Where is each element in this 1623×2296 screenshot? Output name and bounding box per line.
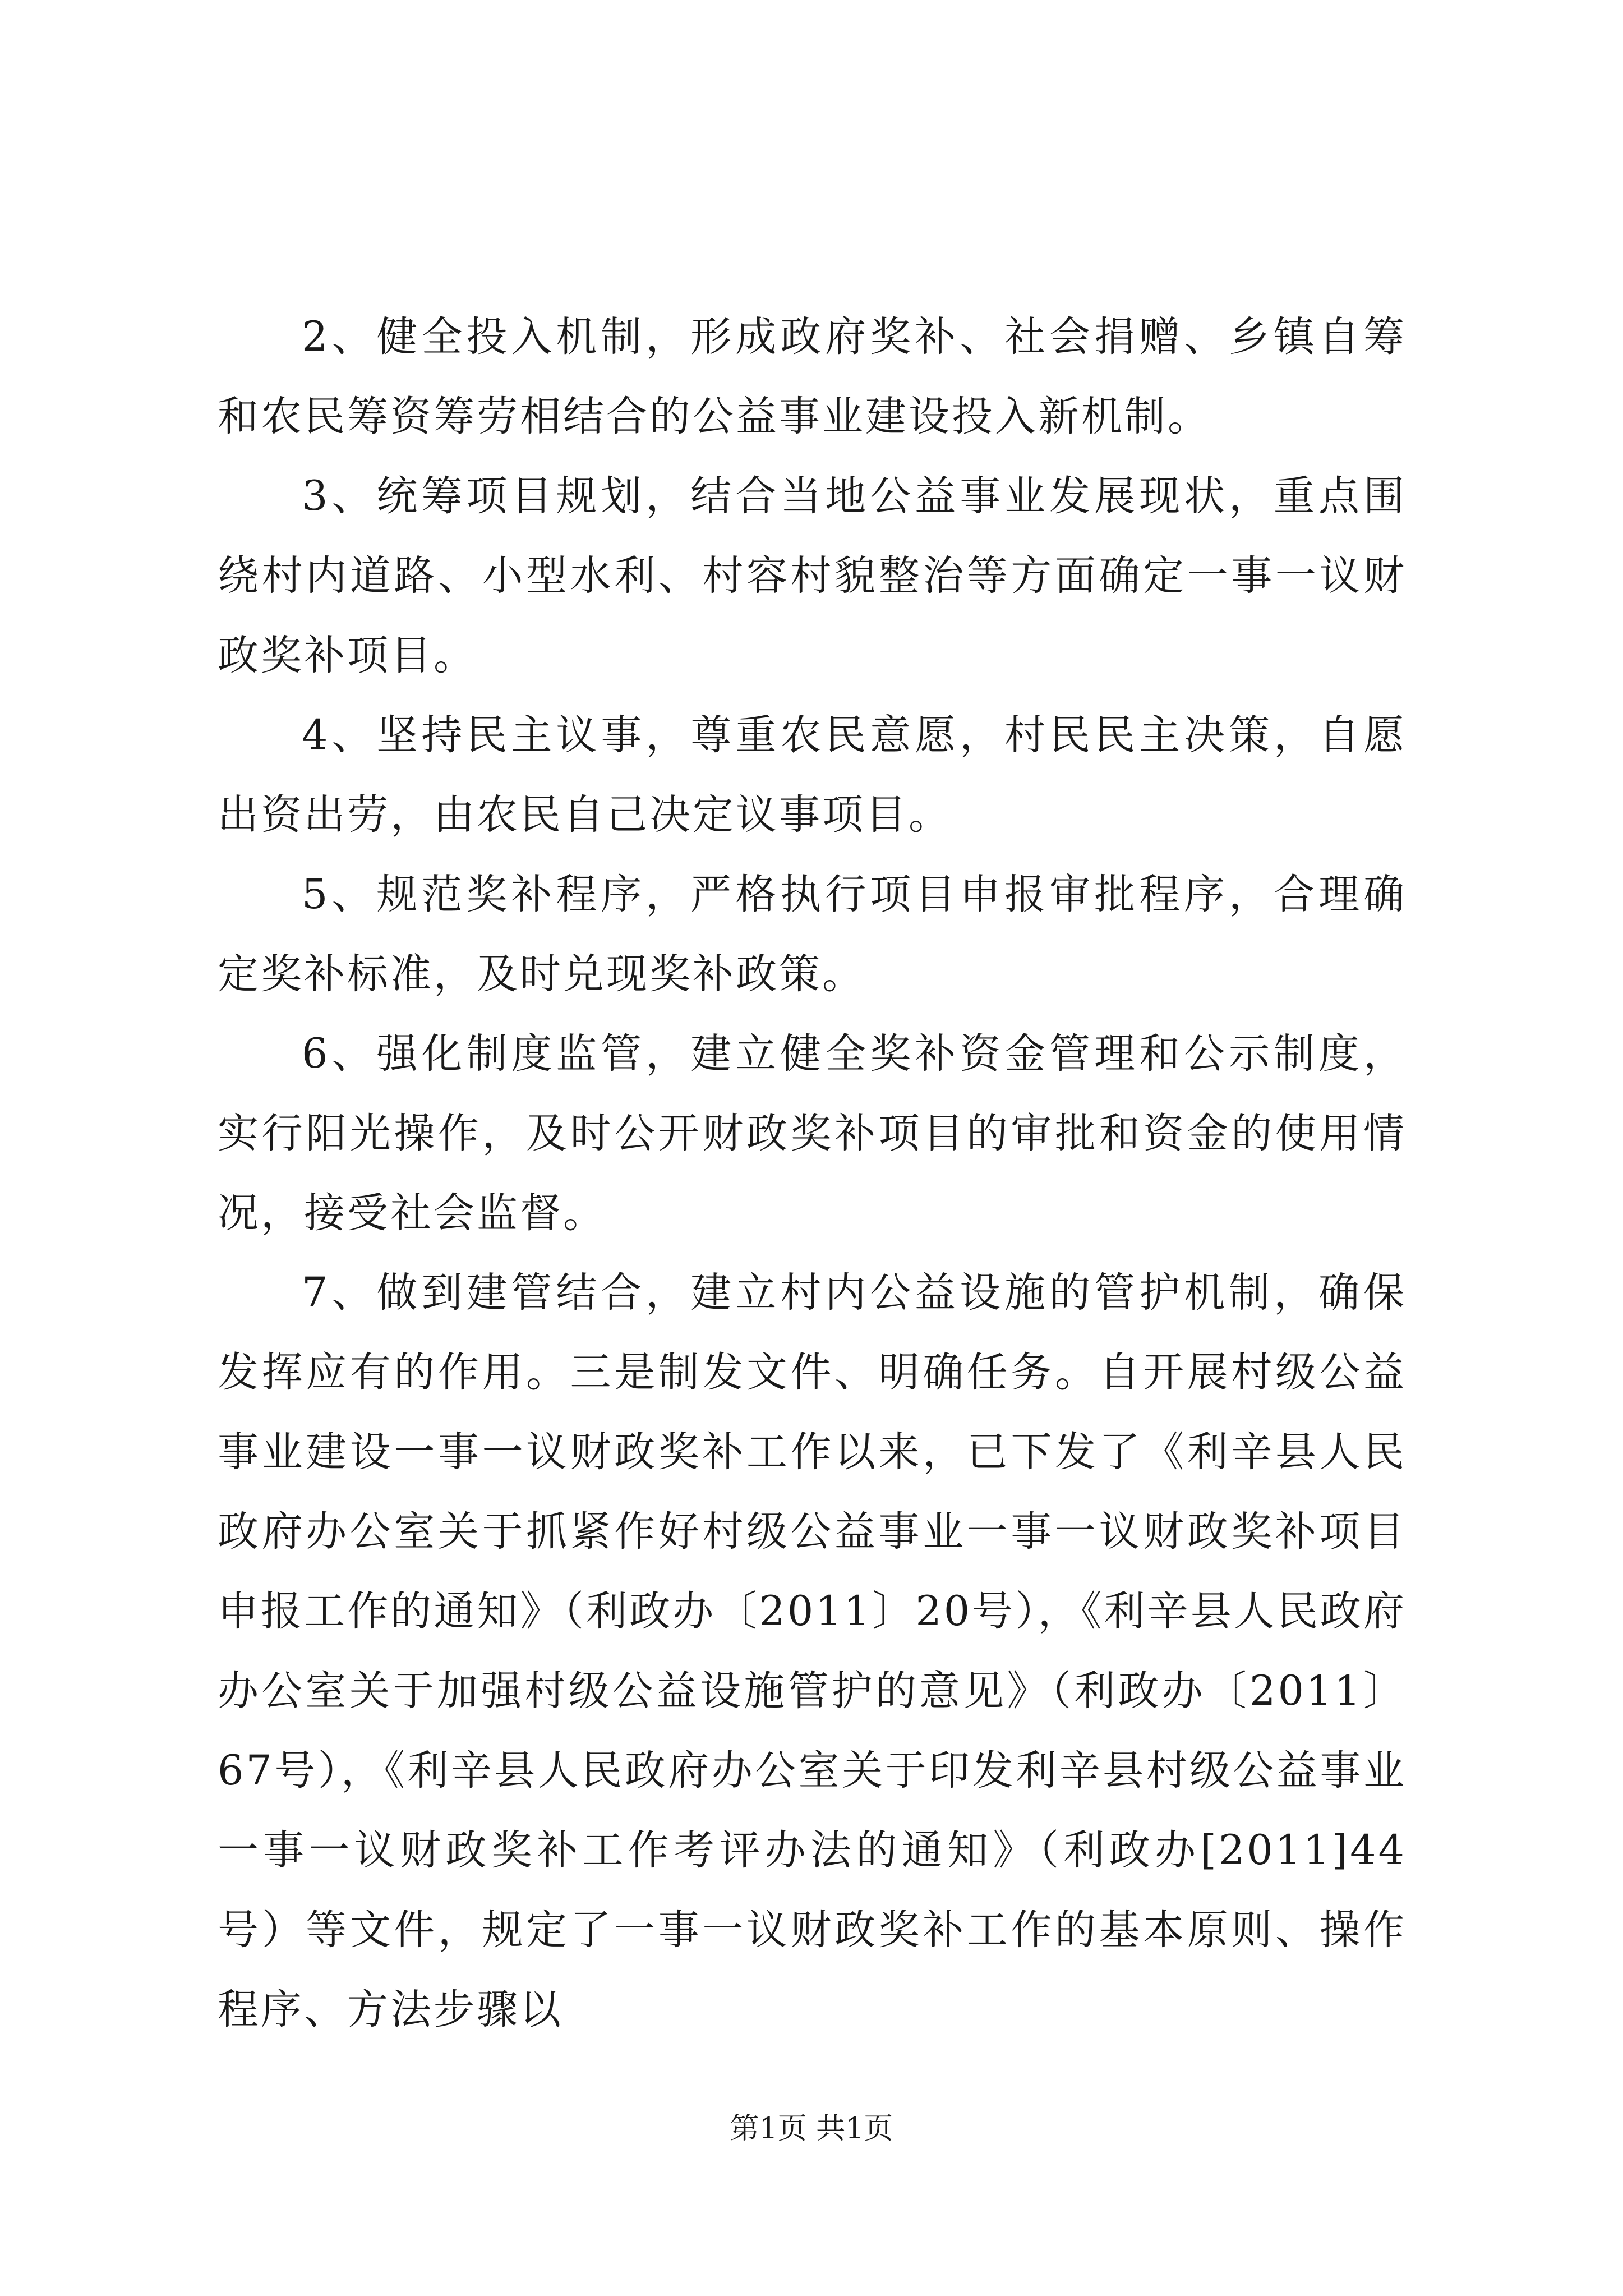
- document-body: [218, 297, 1407, 2050]
- paragraph-2: 2、健全投入机制，形成政府奖补、社会捐赠、乡镇自筹和农民筹资筹劳相结合的公益事业建设投入新机制。: [218, 313, 1407, 440]
- page-footer: 第1页 共1页: [730, 2112, 893, 2146]
- paragraph-6: 6、强化制度监管，建立健全奖补资金管理和公示制度，实行阳光操作，及时公开财政奖补项目的审批和资金的使用情况，接受社会监督。: [218, 1030, 1407, 1237]
- paragraph-5: 5、规范奖补程序，严格执行项目申报审批程序，合理确定奖补标准，及时兑现奖补政策。: [218, 871, 1407, 998]
- paragraph-4: 4、坚持民主议事，尊重农民意愿，村民民主决策，自愿出资出劳，由农民自己决定议事项目。: [218, 711, 1407, 839]
- paragraph-7: 7、做到建管结合，建立村内公益设施的管护机制，确保发挥应有的作用。三是制发文件、明确任务。自开展村级公益事业建设一事一议财政奖补工作以来，已下发了《利辛县人民政府办公室关于抓紧作好村级公益事业一事一议财政奖补项目申报工作的通知》（利政办〔2011〕20号），《利辛县人民政府办公室关于加强村级公益设施管护的意见》（利政办〔2011〕67号），《利辛县人民政府办公室关于印发利辛县村级公益事业一事一议财政奖补工作考评办法的通知》（利政办[2011]44号）等文件，规定了一事一议财政奖补工作的基本原则、操作程序、方法步骤以: [218, 1269, 1407, 2033]
- paragraph-3: 3、统筹项目规划，结合当地公益事业发展现状，重点围绕村内道路、小型水利、村容村貌整治等方面确定一事一议财政奖补项目。: [218, 472, 1407, 679]
